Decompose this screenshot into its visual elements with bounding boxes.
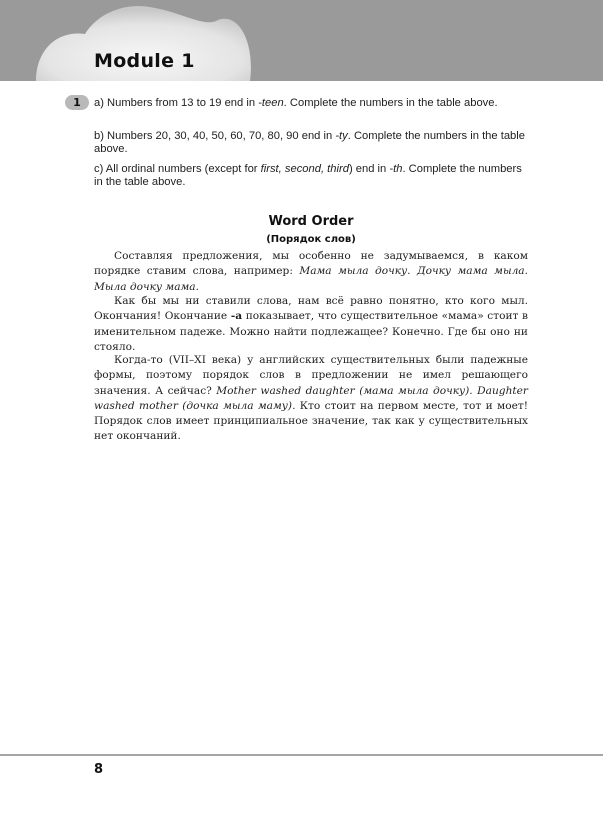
task-c [94, 163, 528, 189]
task-c-suffix-term: -th [389, 163, 403, 175]
paragraph-2-text-end: показывает, что существительное «мама» стоит в именительном падеже. Можно найти подлежащее? Конечно. Где бы оно ни стояло. [94, 310, 528, 353]
task-c-exceptions: first, second, third [260, 163, 349, 175]
task-c-text: c) All ordinal numbers (except for [94, 163, 261, 175]
paragraph-3-example: Mother washed daughter (мама мыла дочку). Daughter washed mother (дочка мыла маму) [94, 384, 528, 412]
exercise-number-badge: 1 [65, 95, 89, 110]
header-bubble-decoration [0, 0, 603, 81]
task-c-text-end: . Complete the numbers in the table above. [94, 163, 522, 188]
module-title: Module 1 [94, 50, 195, 72]
paragraph-3-text-end: . Кто стоит на первом месте, тот и моет! Порядок слов имеет принципиальное значение, так как у существительных нет окончаний. [94, 399, 529, 443]
task-a-text-end: . Complete the numbers in the table above. [283, 97, 498, 109]
task-a-suffix-term: -teen [258, 97, 284, 109]
task-a [94, 97, 528, 110]
paragraph-2 [94, 294, 528, 355]
paragraph-1-example: Мама мыла дочку. Дочку мама мыла. Мыла дочку мама. [94, 265, 528, 293]
paragraph-3 [94, 353, 528, 445]
page-number: 8 [94, 762, 104, 777]
paragraph-2-ending: -а [230, 310, 243, 323]
paragraph-1-text: Составляя предложения, мы особенно не задумываемся, в каком порядке ставим слова, например: [94, 250, 528, 278]
section-subtitle: (Порядок слов) [266, 234, 356, 245]
task-b-suffix-term: -ty [335, 130, 348, 142]
paragraph-2-text: Как бы мы ни ставили слова, нам всё равно понятно, кто кого мыл. Окончания! Окончание [94, 295, 528, 323]
paragraph-1 [94, 249, 528, 295]
footer-rule [0, 754, 603, 756]
task-b [94, 130, 528, 156]
task-a-text: a) Numbers from 13 to 19 end in [94, 97, 259, 109]
task-c-text-middle: ) end in [348, 163, 390, 175]
section-title: Word Order [268, 214, 354, 229]
paragraph-3-text: Когда-то (VII–XI века) у английских существительных были падежные формы, поэтому порядок слов в предложении не имел решающего значения. А сейчас? [94, 354, 528, 397]
task-b-text-end: . Complete the numbers in the table above. [94, 130, 525, 155]
task-b-text: b) Numbers 20, 30, 40, 50, 60, 70, 80, 90 end in [94, 130, 336, 142]
